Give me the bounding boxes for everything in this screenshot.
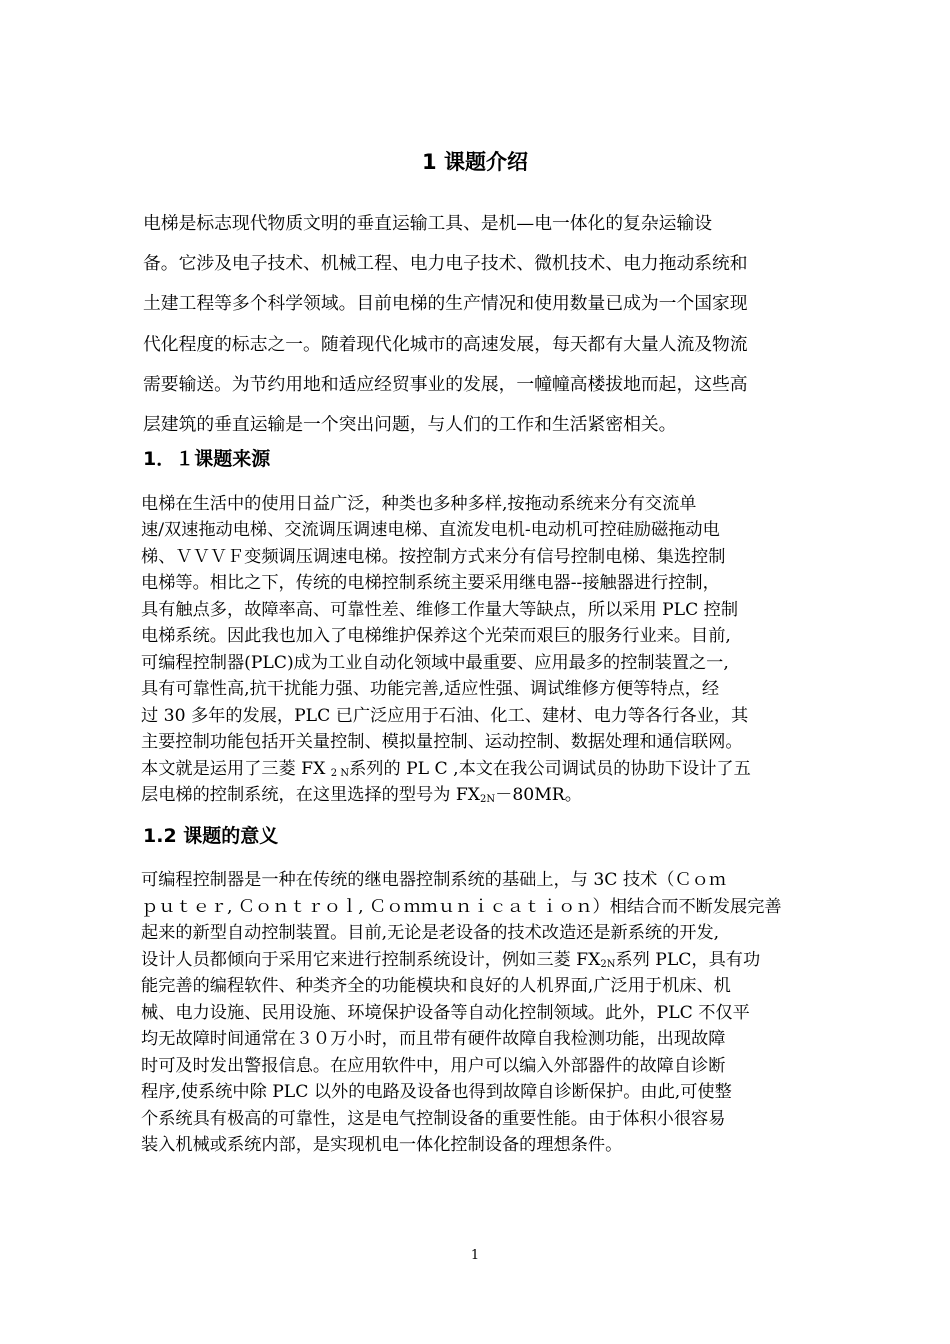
paragraph-line: 备。它涉及电子技术、机械工程、电力电子技术、微机技术、电力拖动系统和 [143,253,748,274]
section-heading-significance: 1.2 课题的意义 [143,825,279,847]
subscript: 2N [600,959,616,970]
paragraph-line: 个系统具有极高的可靠性，这是电气控制设备的重要性能。由于体积小很容易 [141,1109,726,1129]
paragraph-line: 电梯系统。因此我也加入了电梯维护保养这个光荣而艰巨的服务行业来。目前, [141,626,731,646]
paragraph-line: 需要输送。为节约用地和适应经贸事业的发展，一幢幢高楼拔地而起，这些高 [143,374,748,395]
text-run: 设计人员都倾向于采用它来进行控制系统设计，例如三菱 FX [141,950,601,970]
paragraph-line: 可编程控制器(PLC)成为工业自动化领域中最重要、应用最多的控制装置之一, [141,653,729,673]
text-run: 系列 PLC，具有功 [615,950,761,970]
paragraph-line: 层建筑的垂直运输是一个突出问题，与人们的工作和生活紧密相关。 [143,414,677,435]
paragraph-line: 土建工程等多个科学领域。目前电梯的生产情况和使用数量已成为一个国家现 [143,293,748,314]
text-run: －80MR。 [495,785,582,805]
paragraph-line: ｐｕｔｅｒ, Ｃｏｎｔｒｏｌ, Ｃｏｍｍｕｎｉｃａｔｉｏｎ）相结合而不断发展完善 [141,897,782,917]
paragraph-line: 电梯在生活中的使用日益广泛，种类也多种多样,按拖动系统来分有交流单 [141,494,697,514]
paragraph-line: 能完善的编程软件、种类齐全的功能模块和良好的人机界面,广泛用于机床、机 [141,976,731,996]
paragraph-line: 电梯等。相比之下，传统的电梯控制系统主要采用继电器--接触器进行控制， [141,573,720,593]
text-run: 系列的 PL C ,本文在我公司调试员的协助下设计了五 [349,759,751,779]
section-heading-source: 1．１课题来源 [143,448,271,470]
paragraph-line: 具有可靠性高,抗干扰能力强、功能完善,适应性强、调试维修方便等特点，经 [141,679,720,699]
paragraph-line: 起来的新型自动控制装置。目前,无论是老设备的技术改造还是新系统的开发, [141,923,720,943]
paragraph-line [141,757,751,784]
paragraph-line: 速/双速拖动电梯、交流调压调速电梯、直流发电机-电动机可控硅励磁拖动电 [141,520,720,540]
paragraph-line: 电梯是标志现代物质文明的垂直运输工具、是机—电一体化的复杂运输设 [143,213,713,234]
paragraph-line: 可编程控制器是一种在传统的继电器控制系统的基础上，与 3C 技术（Ｃｏｍ [141,870,727,890]
chapter-title: 1 课题介绍 [422,150,528,174]
paragraph-line: 梯、ＶＶＶＦ变频调压调速电梯。按控制方式来分有信号控制电梯、集选控制 [141,547,726,567]
page-number: 1 [470,1248,480,1263]
subscript: 2N [480,794,496,805]
paragraph-line: 代化程度的标志之一。随着现代化城市的高速发展，每天都有大量人流及物流 [143,334,748,355]
paragraph-line: 过 30 多年的发展，PLC 已广泛应用于石油、化工、建材、电力等各行各业，其 [141,706,749,726]
text-run: 本文就是运用了三菱 FX [141,759,331,779]
paragraph-line: 装入机械或系统内部，是实现机电一体化控制设备的理想条件。 [141,1135,623,1155]
paragraph-line [141,783,582,810]
paragraph-line: 主要控制功能包括开关量控制、模拟量控制、运动控制、数据处理和通信联网。 [141,732,743,752]
paragraph-line: 具有触点多，故障率高、可靠性差、维修工作量大等缺点，所以采用 PLC 控制 [141,600,739,620]
paragraph-line: 械、电力设施、民用设施、环境保护设备等自动化控制领域。此外，PLC 不仅平 [141,1003,750,1023]
paragraph-line [141,948,760,975]
paragraph-line: 程序,使系统中除 PLC 以外的电路及设备也得到故障自诊断保护。由此,可使整 [141,1082,732,1102]
paragraph-line: 均无故障时间通常在３０万小时，而且带有硬件故障自我检测功能，出现故障 [141,1029,726,1049]
text-run: 层电梯的控制系统，在这里选择的型号为 FX [141,785,481,805]
subscript: 2 N [330,768,350,779]
paragraph-line: 时可及时发出警报信息。在应用软件中，用户可以编入外部器件的故障自诊断 [141,1056,726,1076]
